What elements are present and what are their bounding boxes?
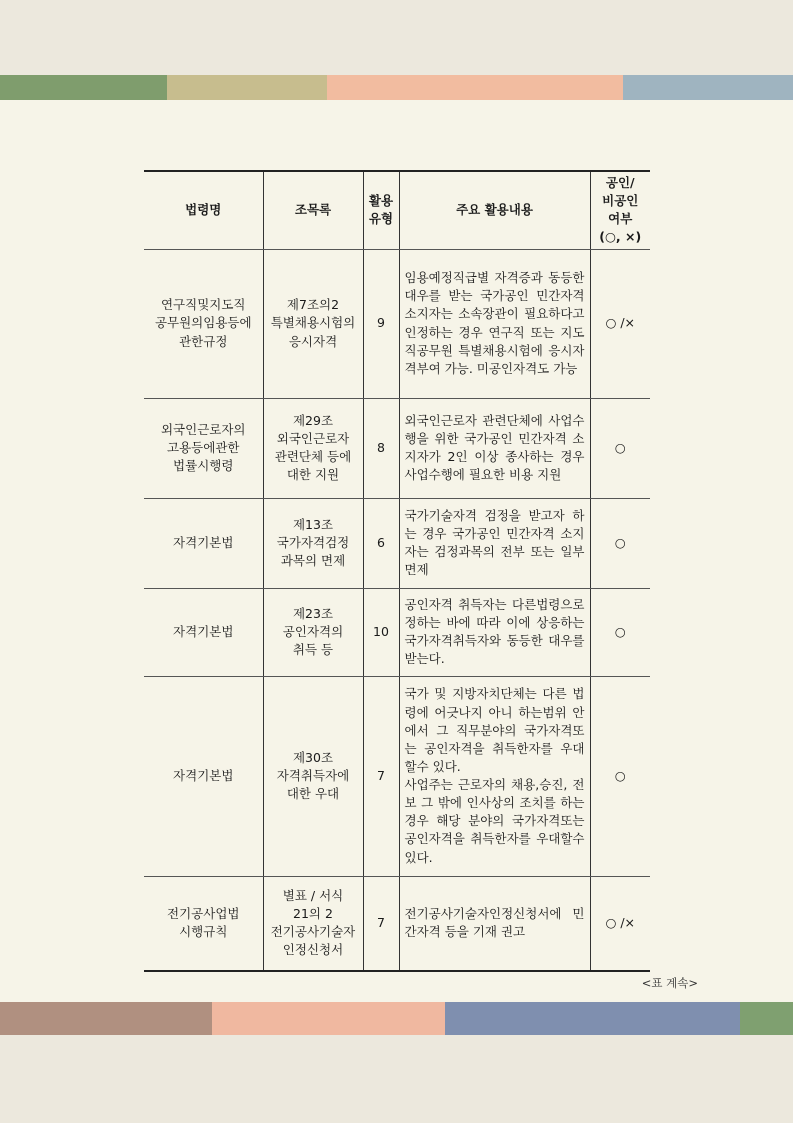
table-row	[144, 398, 650, 498]
cell-article-text: 제7조의2 특별채용시험의 응시자격	[270, 297, 356, 349]
cell-type-text: 7	[377, 767, 385, 783]
header-recognized: 공인/ 비공인 여부 (○, ×)	[590, 171, 650, 249]
cell-content-text: 외국인근로자 관련단체에 사업수행을 위한 국가공인 민간자격 소지자가 2인 이상 종사하는 경우 사업수행에 필요한 비용 지원	[404, 412, 585, 483]
bottom-background	[0, 1035, 793, 1123]
cell-type-text: 10	[373, 623, 389, 639]
cell-law-text: 자격기본법	[173, 623, 234, 639]
bottom-color-stripe	[0, 1002, 793, 1035]
header-type: 활용 유형	[363, 171, 399, 249]
cell-content-text: 전기공사기술자인정신청서에 민간자격 등을 기재 권고	[404, 906, 585, 940]
stripe-segment	[212, 1002, 445, 1035]
cell-type	[363, 498, 399, 588]
cell-law	[144, 498, 263, 588]
cell-article	[263, 876, 363, 971]
cell-article-text: 제29조 외국인근로자 관련단체 등에 대한 지원	[274, 412, 352, 483]
table-row	[144, 498, 650, 588]
cell-article	[263, 249, 363, 398]
cell-content-text: 임용예정직급별 자격증과 동등한 대우를 받는 국가공인 민간자격 소지자는 소속장관이 필요하다고 인정하는 경우 연구직 또는 지도 직공무원 특별채용시험에 응시자 격부여 가능. 미공인자격도 가능	[404, 270, 585, 376]
table-row	[144, 588, 650, 676]
cell-law-text: 전기공사업법 시행규칙	[167, 906, 240, 940]
cell-recognized	[590, 588, 650, 676]
header-content: 주요 활용내용	[399, 171, 590, 249]
cell-article	[263, 588, 363, 676]
cell-content	[399, 398, 590, 498]
document-page	[0, 100, 793, 1002]
cell-recognized	[590, 676, 650, 876]
cell-recognized	[590, 876, 650, 971]
table-continued-note: <표 계속>	[641, 976, 698, 990]
cell-recognized-text: ○ /×	[605, 315, 636, 331]
cell-type-text: 8	[377, 439, 385, 455]
cell-content	[399, 876, 590, 971]
top-color-stripe	[0, 75, 793, 100]
cell-law-text: 자격기본법	[173, 534, 234, 550]
cell-content	[399, 676, 590, 876]
stripe-segment	[167, 75, 327, 100]
cell-type	[363, 588, 399, 676]
cell-type-text: 7	[377, 915, 385, 931]
cell-recognized-text: ○	[614, 623, 626, 639]
cell-type	[363, 676, 399, 876]
cell-recognized	[590, 249, 650, 398]
cell-type-text: 6	[377, 534, 385, 550]
cell-type	[363, 398, 399, 498]
cell-recognized-text: ○	[614, 439, 626, 455]
cell-type-text: 9	[377, 315, 385, 331]
cell-content	[399, 498, 590, 588]
cell-type	[363, 876, 399, 971]
stripe-segment	[623, 75, 793, 100]
header-article: 조목록	[263, 171, 363, 249]
cell-recognized	[590, 498, 650, 588]
cell-content-text: 공인자격 취득자는 다른법령으로 정하는 바에 따라 이에 상응하는 국가자격취득자와 동등한 대우를 받는다.	[404, 596, 585, 667]
cell-content	[399, 588, 590, 676]
cell-recognized-text: ○ /×	[605, 915, 636, 931]
header-law: 법령명	[144, 171, 263, 249]
cell-article	[263, 398, 363, 498]
cell-law-text: 자격기본법	[173, 767, 234, 783]
cell-law	[144, 249, 263, 398]
top-background	[0, 0, 793, 75]
stripe-segment	[0, 1002, 212, 1035]
cell-recognized	[590, 398, 650, 498]
cell-recognized-text: ○	[614, 767, 626, 783]
cell-content	[399, 249, 590, 398]
cell-law	[144, 676, 263, 876]
cell-article	[263, 498, 363, 588]
cell-article-text: 제13조 국가자격검정 과목의 면제	[276, 516, 350, 569]
stripe-segment	[0, 75, 167, 100]
table-row	[144, 876, 650, 971]
stripe-segment	[327, 75, 623, 100]
cell-article-text: 제23조 공인자격의 취득 등	[282, 605, 344, 658]
stripe-segment	[445, 1002, 740, 1035]
table-row	[144, 249, 650, 398]
cell-content-text: 국가기술자격 검정을 받고자 하는 경우 국가공인 민간자격 소지자는 검정과목의 전부 또는 일부 면제	[404, 507, 585, 578]
cell-article	[263, 676, 363, 876]
cell-content-text: 국가 및 지방자치단체는 다른 법령에 어긋나지 아니 하는범위 안에서 그 직무분야의 국가자격또는 공인자격을 취득한자를 우대할수 있다. 사업주는 근로자의 채용,승진, 전보 그 밖에 인사상의 조치를 하는 경우 해당 분야의 국가자격또는 공인자격을 취득한자를 우대할수 있다.	[404, 686, 585, 865]
cell-type	[363, 249, 399, 398]
stripe-segment	[740, 1002, 793, 1035]
cell-law	[144, 398, 263, 498]
cell-law-text: 연구직및지도직 공무원의임용등에 관한규정	[154, 297, 252, 349]
cell-law-text: 외국인근로자의 고용등에관한 법률시행령	[160, 421, 246, 474]
law-table	[144, 170, 650, 972]
table-header-row	[144, 171, 650, 249]
cell-article-text: 제30조 자격취득자에 대한 우대	[276, 749, 350, 802]
cell-law	[144, 876, 263, 971]
cell-law	[144, 588, 263, 676]
table-row	[144, 676, 650, 876]
cell-recognized-text: ○	[614, 534, 626, 550]
cell-article-text: 별표 / 서식 21의 2 전기공사기술자 인정신청서	[270, 888, 356, 958]
